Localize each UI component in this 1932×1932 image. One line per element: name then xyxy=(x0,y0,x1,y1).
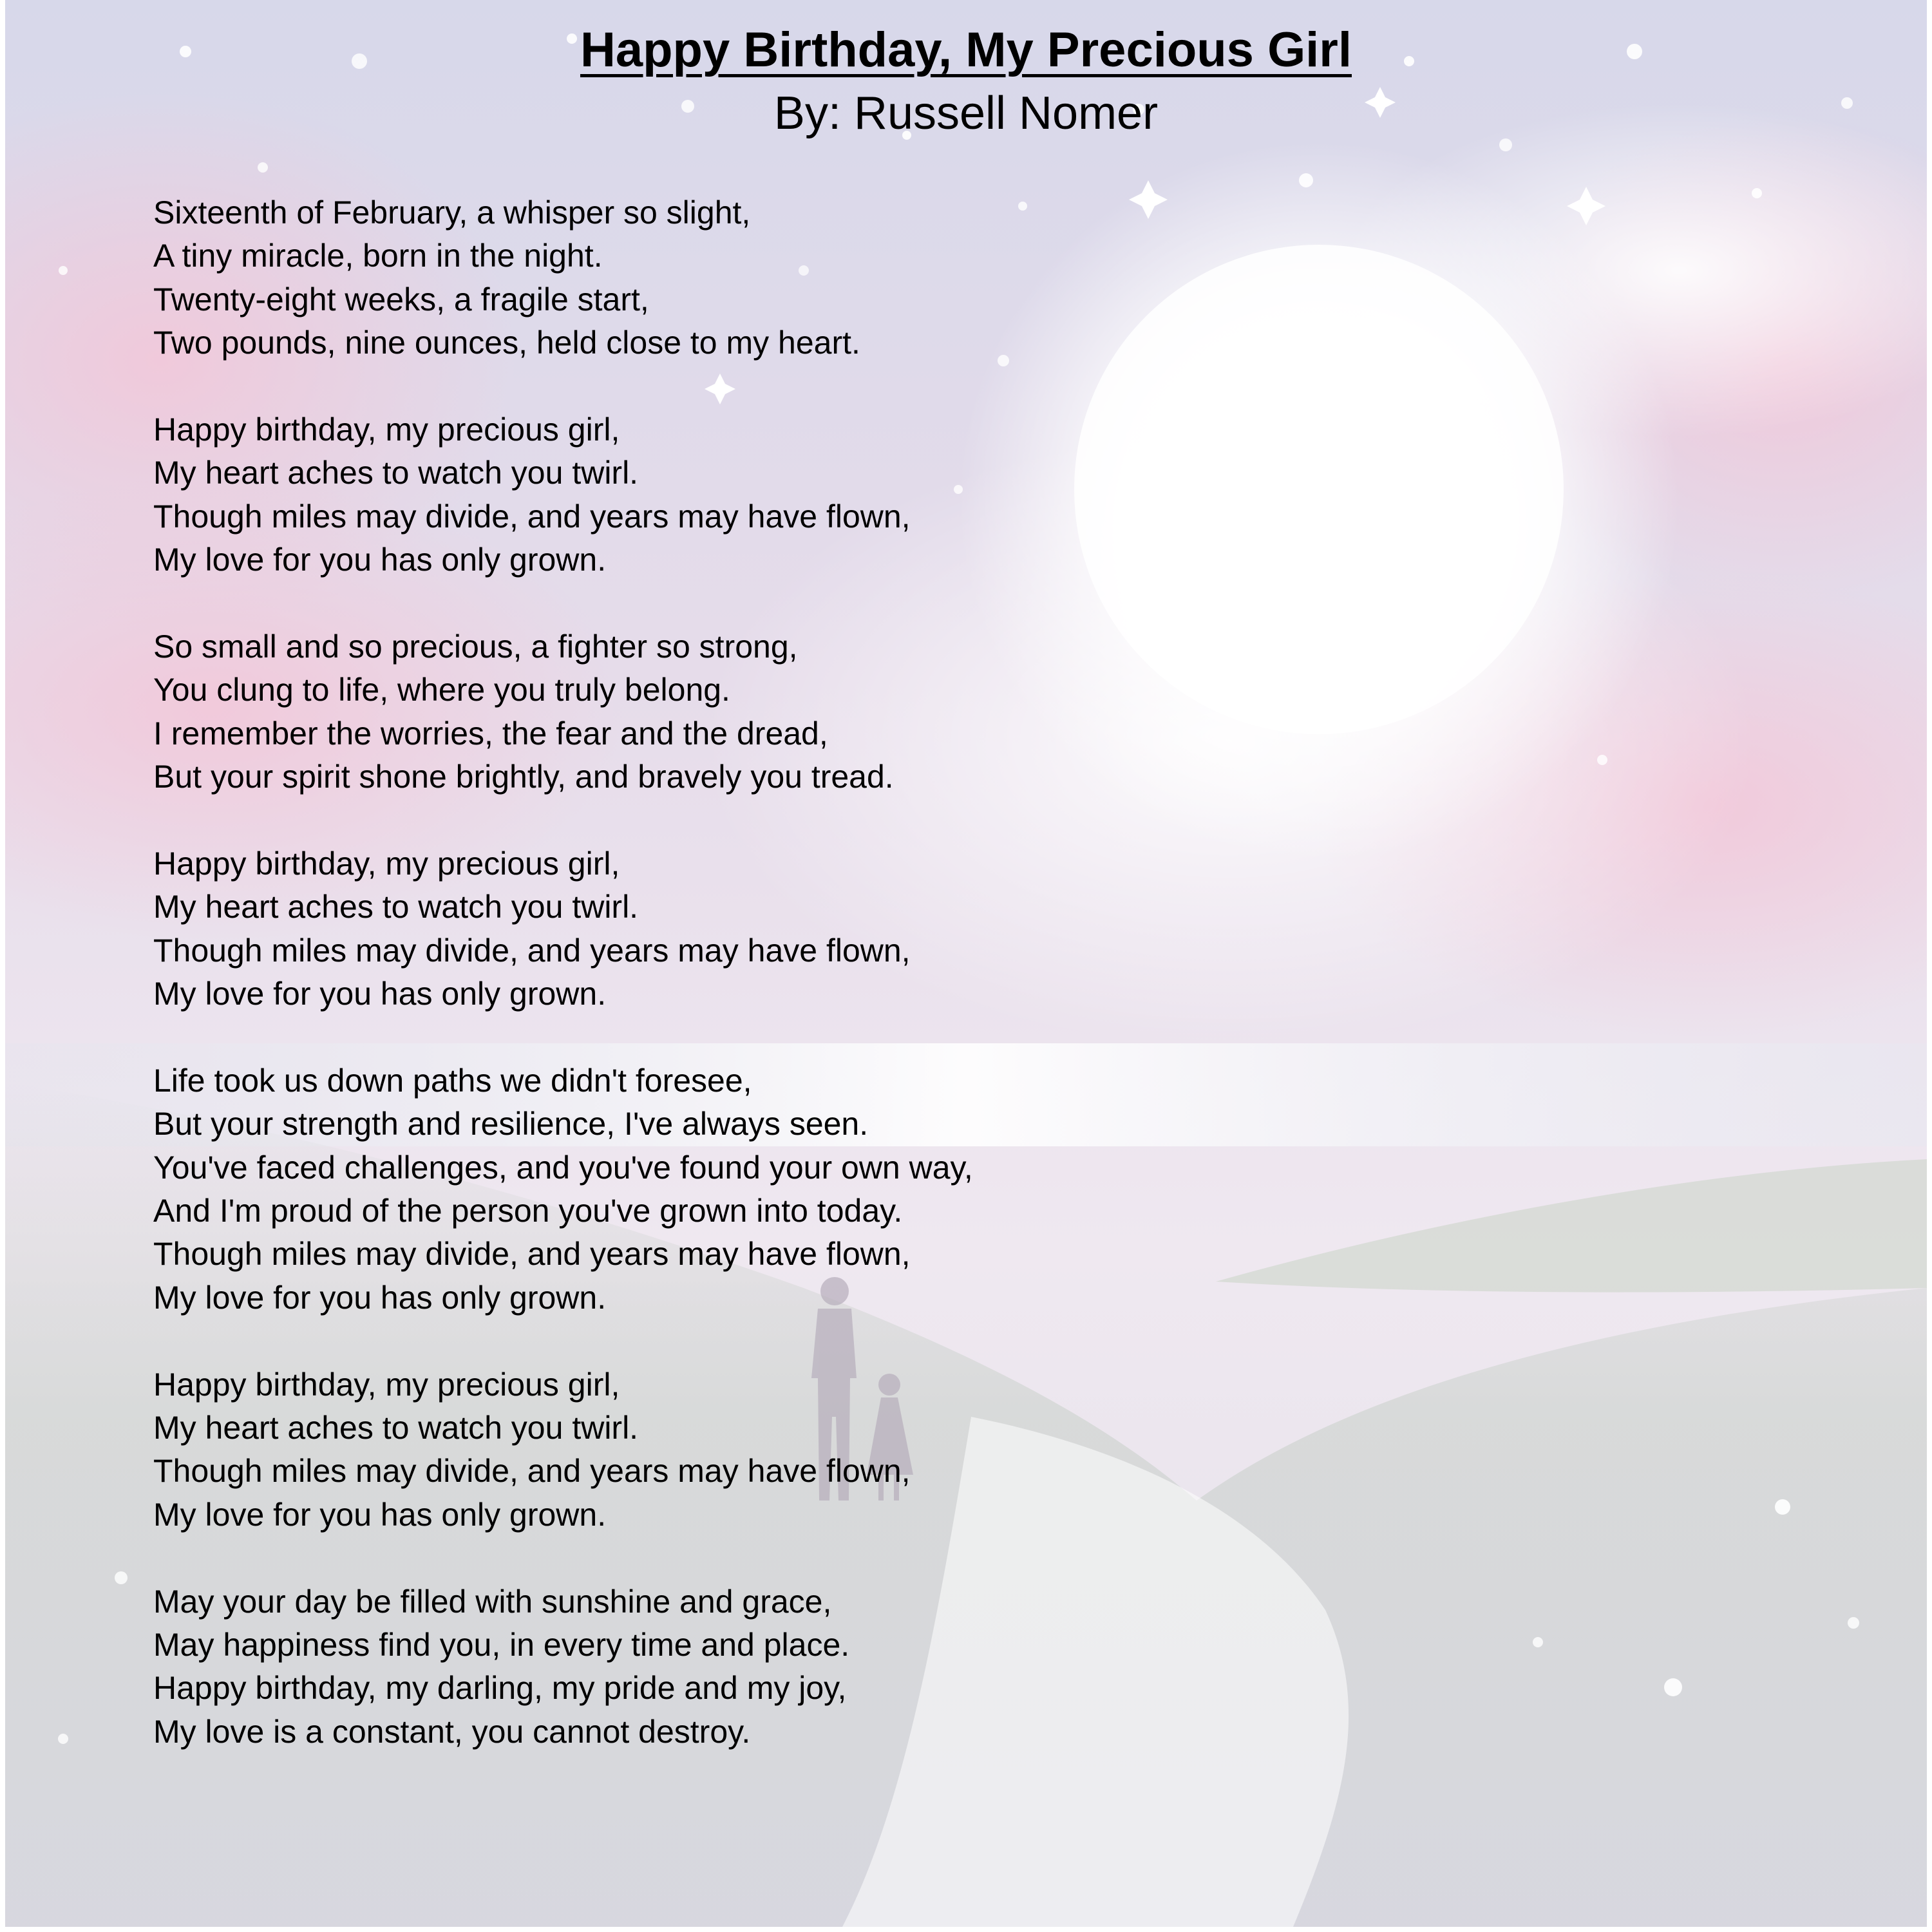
poem-line: My love is a constant, you cannot destroy. xyxy=(153,1713,751,1750)
stanza xyxy=(153,408,1441,582)
stanza xyxy=(153,625,1441,799)
poem-title: Happy Birthday, My Precious Girl xyxy=(580,23,1352,77)
stanza xyxy=(153,191,1441,365)
poem-line: My heart aches to watch you twirl. xyxy=(153,889,639,925)
stanza xyxy=(153,1580,1441,1754)
poem-line: Life took us down paths we didn't foresee, xyxy=(153,1062,752,1099)
stanza xyxy=(153,1059,1441,1320)
poem-line: Two pounds, nine ounces, held close to my heart. xyxy=(153,325,860,361)
poem-line: Twenty-eight weeks, a fragile start, xyxy=(153,281,649,317)
poem-line: I remember the worries, the fear and the dread, xyxy=(153,715,828,752)
poem-line: You clung to life, where you truly belong. xyxy=(153,672,730,708)
poem-line: So small and so precious, a fighter so strong, xyxy=(153,628,798,665)
poem-line: Though miles may divide, and years may have flown, xyxy=(153,932,911,969)
poem-line: My love for you has only grown. xyxy=(153,542,607,578)
poem-line: Happy birthday, my darling, my pride and my joy, xyxy=(153,1670,847,1707)
poem-line: My heart aches to watch you twirl. xyxy=(153,1409,639,1446)
stanza xyxy=(153,842,1441,1016)
poem-line: Happy birthday, my precious girl, xyxy=(153,845,620,882)
poem-line: Though miles may divide, and years may have flown, xyxy=(153,1236,911,1273)
poem-line: My love for you has only grown. xyxy=(153,1496,607,1533)
poem-line: May your day be filled with sunshine and grace, xyxy=(153,1583,832,1620)
poem-line: You've faced challenges, and you've found your own way, xyxy=(153,1149,973,1186)
poem-line: My love for you has only grown. xyxy=(153,1279,607,1316)
poem-line: But your spirit shone brightly, and bravely you tread. xyxy=(153,759,894,795)
poem-line: Happy birthday, my precious girl, xyxy=(153,1366,620,1403)
stanza xyxy=(153,1363,1441,1537)
poem-line: But your strength and resilience, I've always seen. xyxy=(153,1106,869,1142)
poem xyxy=(5,0,1927,1927)
poem-line: Happy birthday, my precious girl, xyxy=(153,411,620,448)
poem-line: And I'm proud of the person you've grown into today. xyxy=(153,1192,903,1229)
poem-line: Sixteenth of February, a whisper so slight, xyxy=(153,194,751,231)
poem-byline: By: Russell Nomer xyxy=(773,88,1159,139)
poem-line: A tiny miracle, born in the night. xyxy=(153,238,603,274)
poem-line: My heart aches to watch you twirl. xyxy=(153,455,639,491)
poem-body xyxy=(153,191,1441,1797)
poem-line: Though miles may divide, and years may have flown, xyxy=(153,1453,911,1490)
poem-line: My love for you has only grown. xyxy=(153,976,607,1012)
poem-line: May happiness find you, in every time and place. xyxy=(153,1626,850,1663)
poem-line: Though miles may divide, and years may have flown, xyxy=(153,498,911,535)
poem-page xyxy=(5,0,1927,1927)
